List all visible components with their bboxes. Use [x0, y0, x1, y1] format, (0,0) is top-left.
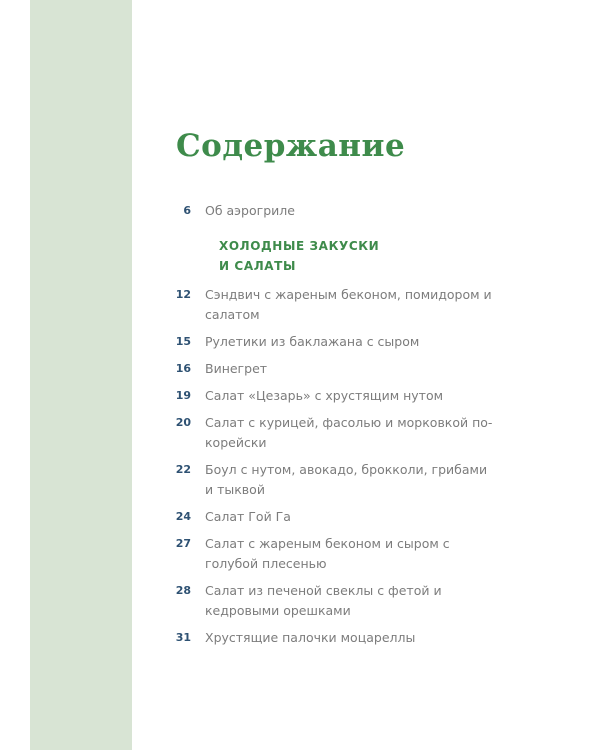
entry-title: Об аэрогриле [205, 203, 295, 218]
page-number: 22 [175, 463, 191, 476]
page-number: 27 [175, 537, 191, 550]
toc-entry[interactable] [160, 581, 560, 621]
entry-title: Салат с курицей, фасолью и морковкой по-корейски [205, 415, 493, 450]
section-heading-line: И САЛАТЫ [219, 259, 296, 273]
toc-entry[interactable] [160, 628, 560, 648]
page-number: 15 [175, 335, 191, 348]
section-heading [219, 236, 419, 276]
page-number: 31 [175, 631, 191, 644]
page-number: 20 [175, 416, 191, 429]
entry-title: Салат Гой Га [205, 509, 291, 524]
page-number: 28 [175, 584, 191, 597]
entry-title: Салат с жареным беконом и сыром с голубой плесенью [205, 536, 450, 571]
entry-title: Хрустящие палочки моцареллы [205, 630, 416, 645]
toc-entry[interactable] [160, 386, 560, 406]
page-title: Содержание [176, 128, 406, 164]
entry-title: Салат «Цезарь» с хрустящим нутом [205, 388, 444, 403]
page-number: 6 [183, 204, 191, 217]
toc-entry[interactable] [160, 413, 560, 453]
entry-title: Рулетики из баклажана с сыром [205, 334, 420, 349]
toc-entry[interactable] [160, 285, 560, 325]
toc-entry[interactable] [160, 332, 560, 352]
toc-entry[interactable] [160, 507, 560, 527]
entry-title: Боул с нутом, авокадо, брокколи, грибами и тыквой [205, 462, 488, 497]
section-heading-line: ХОЛОДНЫЕ ЗАКУСКИ [219, 239, 380, 253]
sidebar-band [30, 0, 132, 750]
toc-entry[interactable] [160, 460, 560, 500]
toc-entry[interactable] [160, 201, 560, 221]
page-number: 12 [175, 288, 191, 301]
table-of-contents [160, 201, 560, 655]
toc-entry[interactable] [160, 359, 560, 379]
entry-title: Салат из печеной свеклы с фетой и кедровыми орешками [205, 583, 442, 618]
entry-title: Сэндвич с жареным беконом, помидором и салатом [205, 287, 492, 322]
entry-title: Винегрет [205, 361, 268, 376]
page-number: 16 [175, 362, 191, 375]
page-number: 24 [175, 510, 191, 523]
toc-entry[interactable] [160, 534, 560, 574]
page-number: 19 [175, 389, 191, 402]
